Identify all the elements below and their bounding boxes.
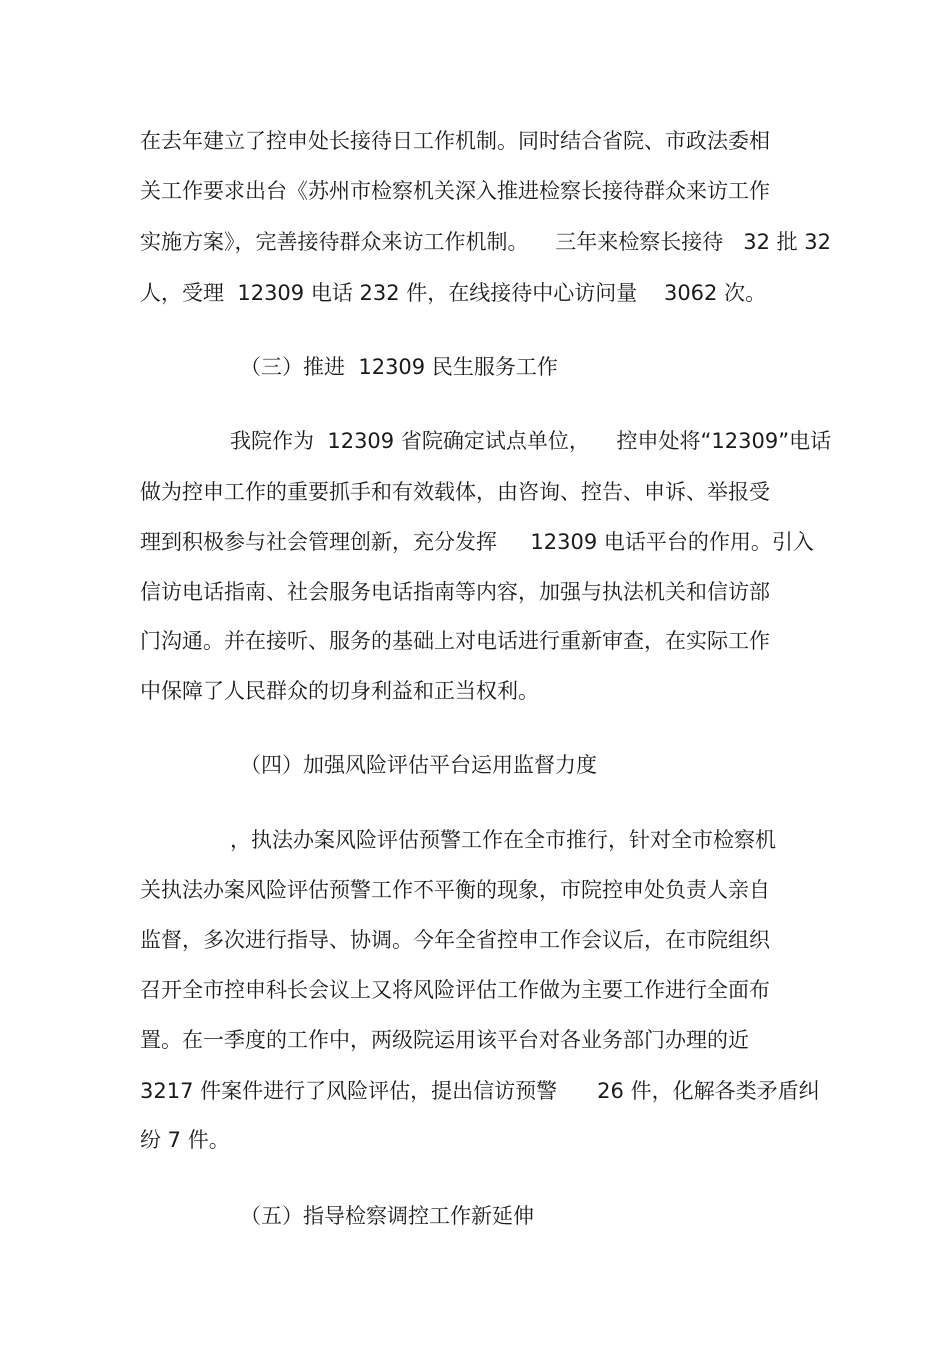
- section5-heading: （五）指导检察调控工作新延伸: [240, 1204, 534, 1228]
- section4-heading: （四）加强风险评估平台运用监督力度: [240, 753, 597, 777]
- section4-line-7: 纷 7 件。: [140, 1128, 230, 1152]
- section3-line-1: 我院作为 12309 省院确定试点单位， 控申处将“12309”电话: [230, 429, 832, 453]
- paragraph1-line-3: 实施方案》，完善接待群众来访工作机制。 三年来检察长接待 32 批 32: [140, 230, 832, 254]
- section3-line-6: 中保障了人民群众的切身利益和正当权利。: [140, 679, 539, 703]
- section4-line-4: 召开全市控申科长会议上又将风险评估工作做为主要工作进行全面布: [140, 978, 770, 1002]
- section4-line-5: 置。在一季度的工作中，两级院运用该平台对各业务部门办理的近: [140, 1028, 749, 1052]
- section4-line-3: 监督，多次进行指导、协调。今年全省控申工作会议后，在市院组织: [140, 928, 770, 952]
- paragraph1-line-4: 人，受理 12309 电话 232 件，在线接待中心访问量 3062 次。: [140, 281, 767, 305]
- section4-line-1: ，执法办案风险评估预警工作在全市推行，针对全市检察机: [230, 828, 776, 852]
- section3-line-5: 门沟通。并在接听、服务的基础上对电话进行重新审查，在实际工作: [140, 629, 770, 653]
- paragraph1-line-1: 在去年建立了控申处长接待日工作机制。同时结合省院、市政法委相: [140, 129, 770, 153]
- section4-line-2: 关执法办案风险评估预警工作不平衡的现象，市院控申处负责人亲自: [140, 878, 770, 902]
- section3-line-4: 信访电话指南、社会服务电话指南等内容，加强与执法机关和信访部: [140, 580, 770, 604]
- section3-line-2: 做为控申工作的重要抓手和有效载体，由咨询、控告、申诉、举报受: [140, 480, 770, 504]
- section3-line-3: 理到积极参与社会管理创新，充分发挥 12309 电话平台的作用。引入: [140, 530, 814, 554]
- paragraph1-line-2: 关工作要求出台《苏州市检察机关深入推进检察长接待群众来访工作: [140, 179, 770, 203]
- section3-heading: （三）推进 12309 民生服务工作: [240, 355, 558, 379]
- section4-line-6: 3217 件案件进行了风险评估，提出信访预警 26 件，化解各类矛盾纠: [140, 1079, 820, 1103]
